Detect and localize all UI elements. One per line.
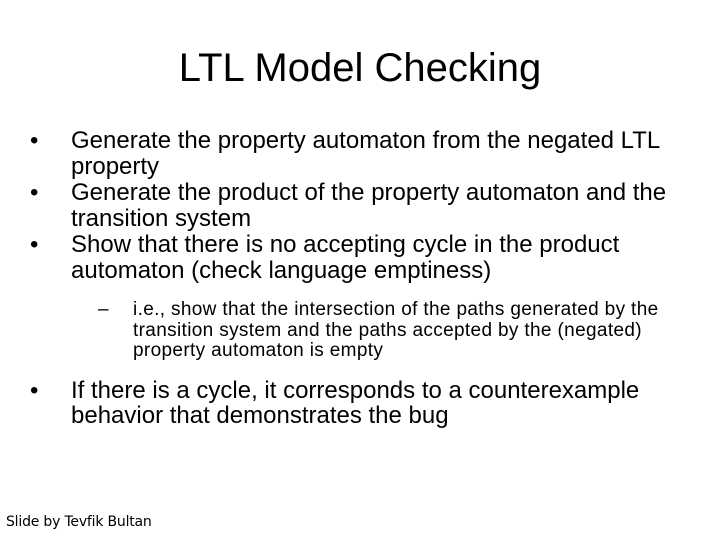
- bullet-icon: •: [30, 376, 39, 404]
- bullet-text: If there is a cycle, it corresponds to a counterexample behavior that demonstrates the bug: [71, 376, 640, 429]
- bullet-item: [30, 180, 670, 231]
- dash-icon: –: [98, 299, 109, 320]
- bullet-item: [30, 128, 670, 179]
- bullet-item: [30, 232, 670, 283]
- bullet-icon: •: [30, 179, 39, 206]
- bullet-text: Show that there is no accepting cycle in the product automaton (check language emptiness): [71, 231, 620, 284]
- sub-bullet-text: i.e., show that the intersection of the paths generated by the transition system and the paths accepted by the (negated) property automaton is empty: [133, 299, 659, 361]
- bullet-text: Generate the property automaton from the negated LTL property: [71, 127, 660, 180]
- slide-body: [30, 128, 670, 429]
- bullet-icon: •: [30, 127, 39, 154]
- bullet-item: [30, 378, 670, 429]
- bullet-icon: •: [30, 231, 39, 258]
- slide-footer: Slide by Tevfik Bultan: [6, 514, 152, 530]
- sub-bullet-item: [98, 300, 703, 362]
- bullet-text: Generate the product of the property automaton and the transition system: [71, 179, 667, 232]
- slide-title: LTL Model Checking: [178, 46, 542, 90]
